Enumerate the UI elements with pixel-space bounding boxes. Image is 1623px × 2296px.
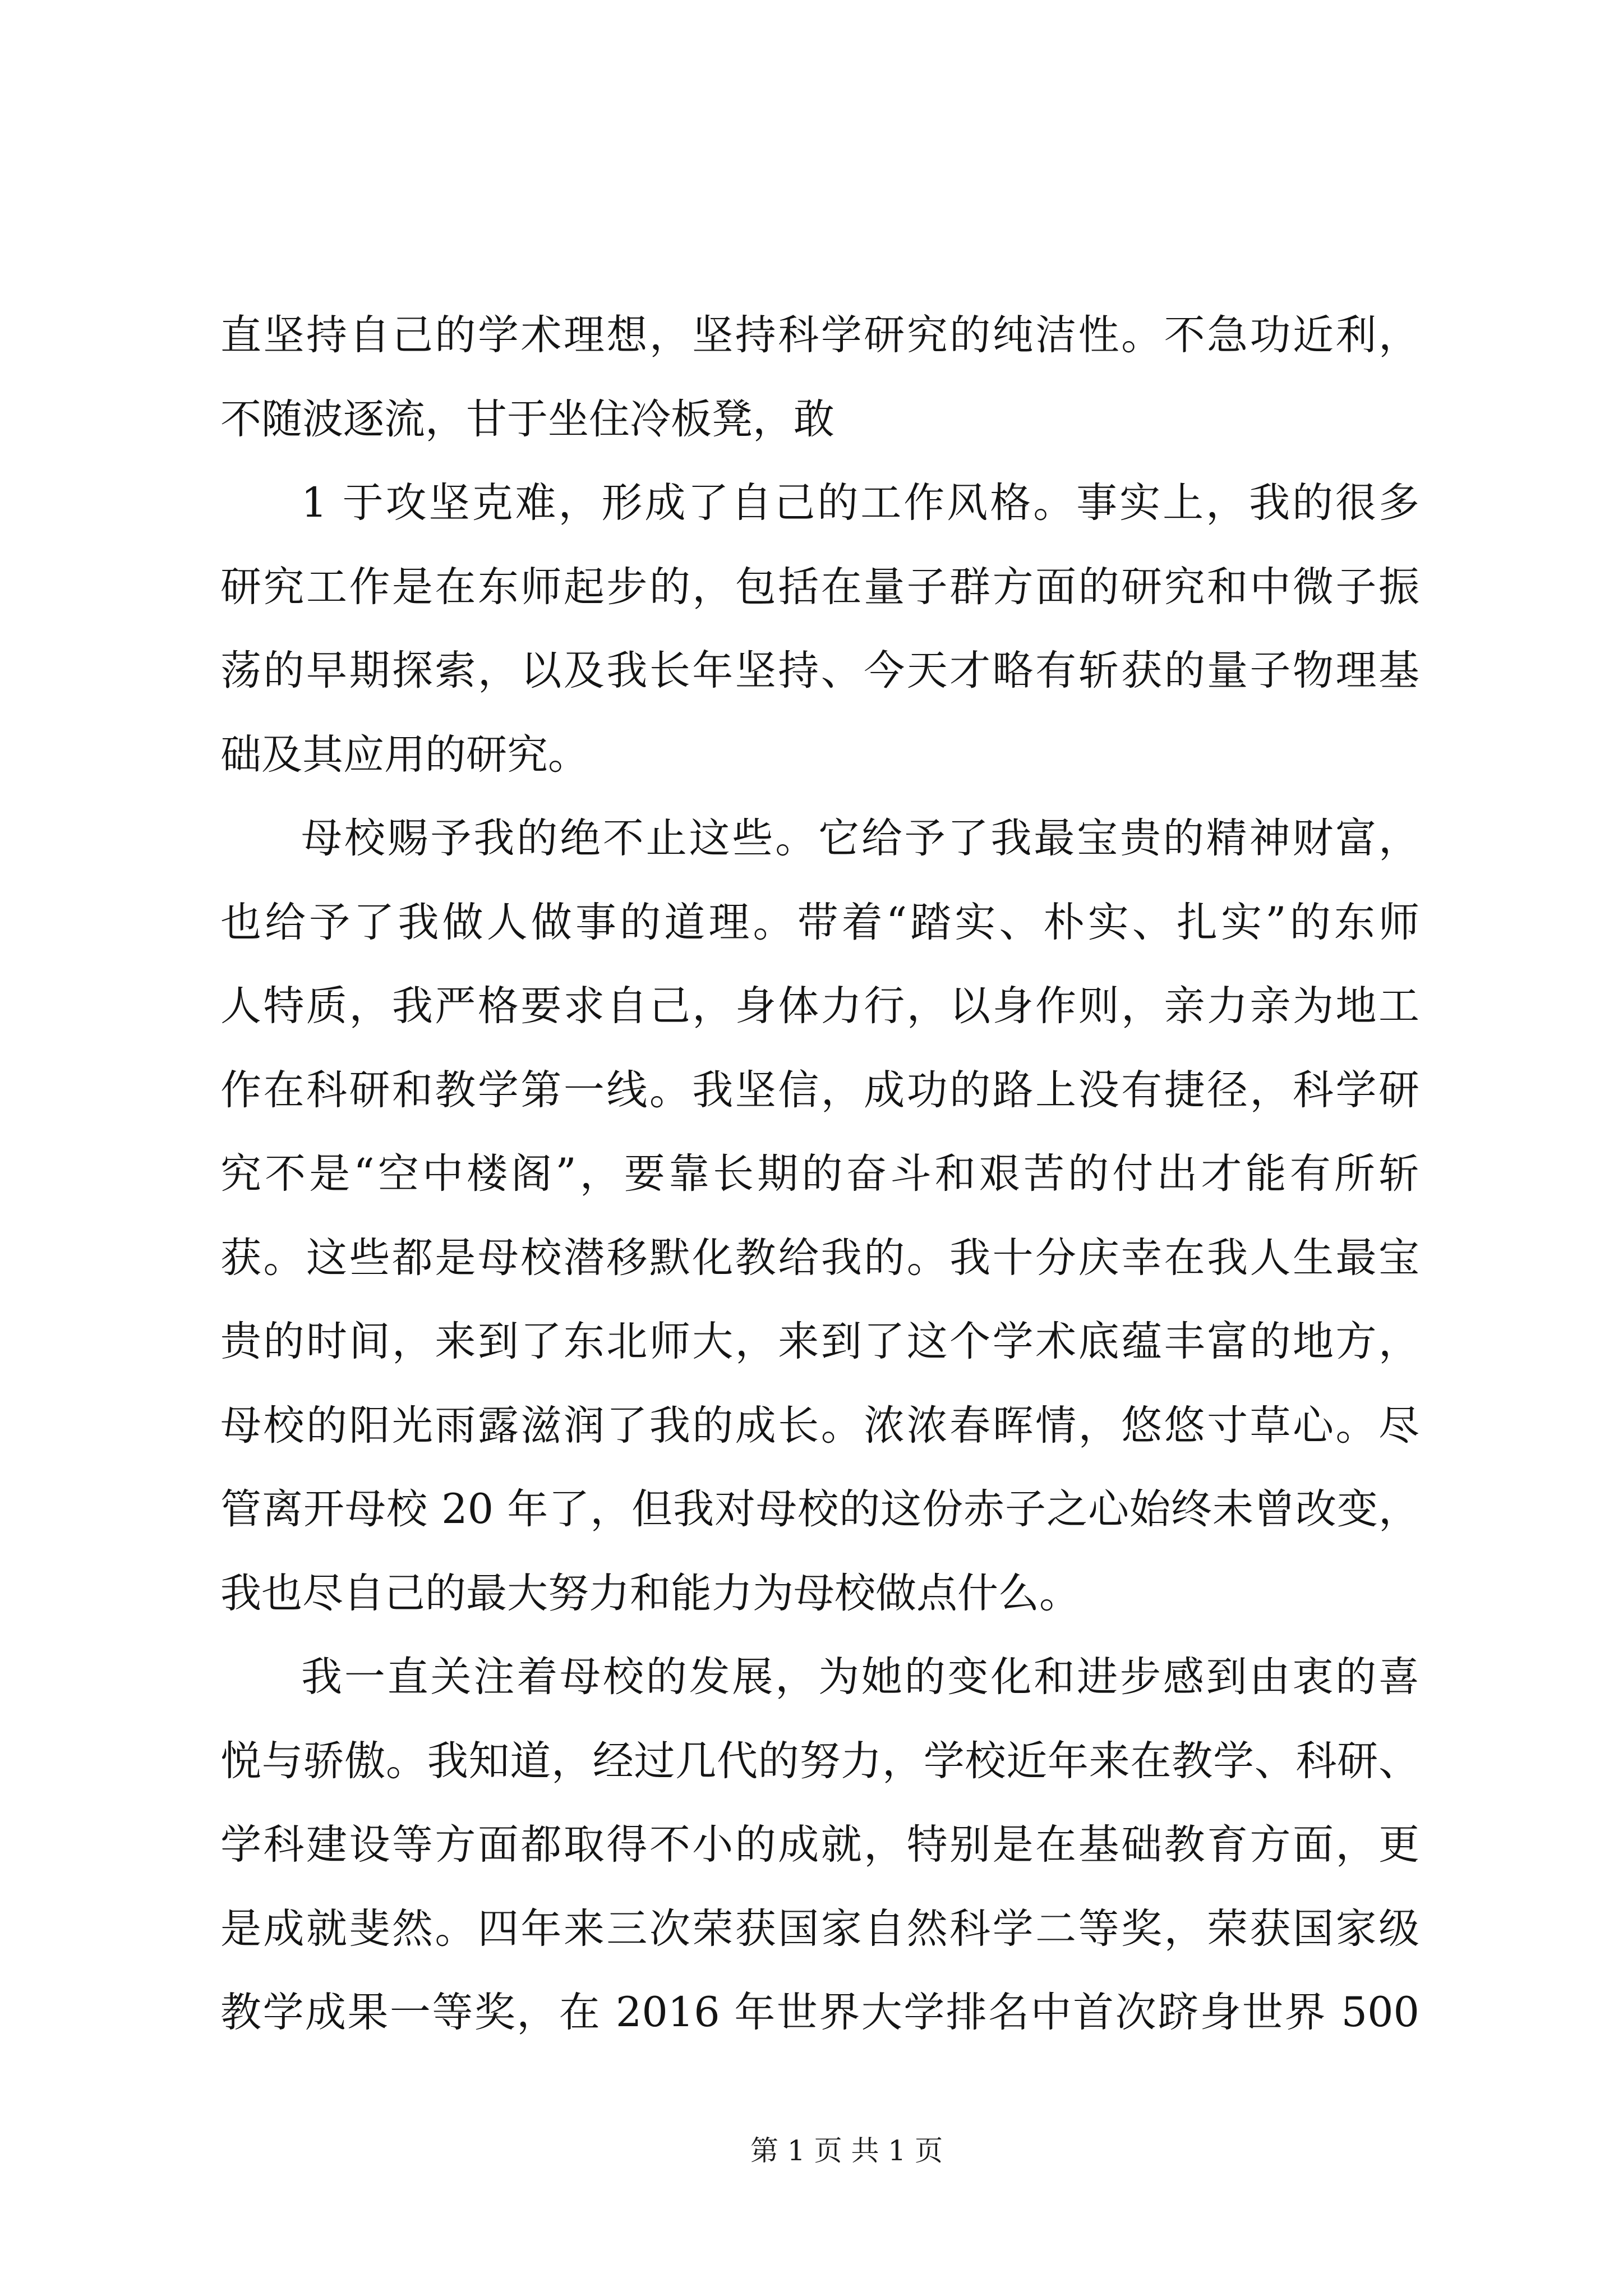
text-line: 作在科研和教学第一线。我坚信，成功的路上没有捷径，科学研 [220, 1066, 1419, 1114]
text-line: 人特质，我严格要求自己，身体力行，以身作则，亲力亲为地工 [220, 982, 1419, 1030]
text-line: 学科建设等方面都取得不小的成就，特别是在基础教育方面，更 [220, 1821, 1419, 1869]
text-line: 研究工作是在东师起步的，包括在量子群方面的研究和中微子振 [220, 563, 1419, 611]
text-line: 获。这些都是母校潜移默化教给我的。我十分庆幸在我人生最宝 [220, 1234, 1419, 1282]
text-line: 也给予了我做人做事的道理。带着“踏实、朴实、扎实”的东师 [220, 898, 1419, 946]
text-line: 1 于攻坚克难，形成了自己的工作风格。事实上，我的很多 [301, 479, 1419, 527]
text-line: 直坚持自己的学术理想，坚持科学研究的纯洁性。不急功近利， [220, 311, 1419, 359]
text-line: 荡的早期探索，以及我长年坚持、今天才略有斩获的量子物理基 [220, 647, 1419, 694]
text-line: 础及其应用的研究。 [220, 730, 589, 779]
paragraph [220, 1635, 1419, 2055]
text-line: 母校的阳光雨露滋润了我的成长。浓浓春晖情，悠悠寸草心。尽 [220, 1401, 1419, 1450]
text-line: 教学成果一等奖，在 2016 年世界大学排名中首次跻身世界 500 [220, 1989, 1419, 2036]
text-line: 我一直关注着母校的发展，为她的变化和进步感到由衷的喜 [301, 1653, 1419, 1701]
text-line: 贵的时间，来到了东北师大，来到了这个学术底蕴丰富的地方， [220, 1318, 1419, 1365]
page-number-footer: 第 1 页 共 1 页 [750, 2134, 943, 2167]
text-line: 管离开母校 20 年了，但我对母校的这份赤子之心始终未曾改变， [220, 1485, 1419, 1533]
text-line: 不随波逐流，甘于坐住冷板凳，敢 [220, 395, 834, 443]
text-line: 是成就斐然。四年来三次荣获国家自然科学二等奖，荣获国家级 [220, 1904, 1419, 1953]
text-line: 究不是“空中楼阁”，要靠长期的奋斗和艰苦的付出才能有所斩 [220, 1150, 1419, 1198]
paragraph [220, 461, 1419, 797]
document-body [220, 293, 1419, 2055]
text-line: 我也尽自己的最大努力和能力为母校做点什么。 [220, 1569, 1080, 1617]
text-line: 悦与骄傲。我知道，经过几代的努力，学校近年来在教学、科研、 [220, 1737, 1419, 1785]
paragraph [220, 797, 1419, 1635]
text-line: 母校赐予我的绝不止这些。它给予了我最宝贵的精神财富， [301, 815, 1419, 862]
paragraph [220, 293, 1419, 461]
